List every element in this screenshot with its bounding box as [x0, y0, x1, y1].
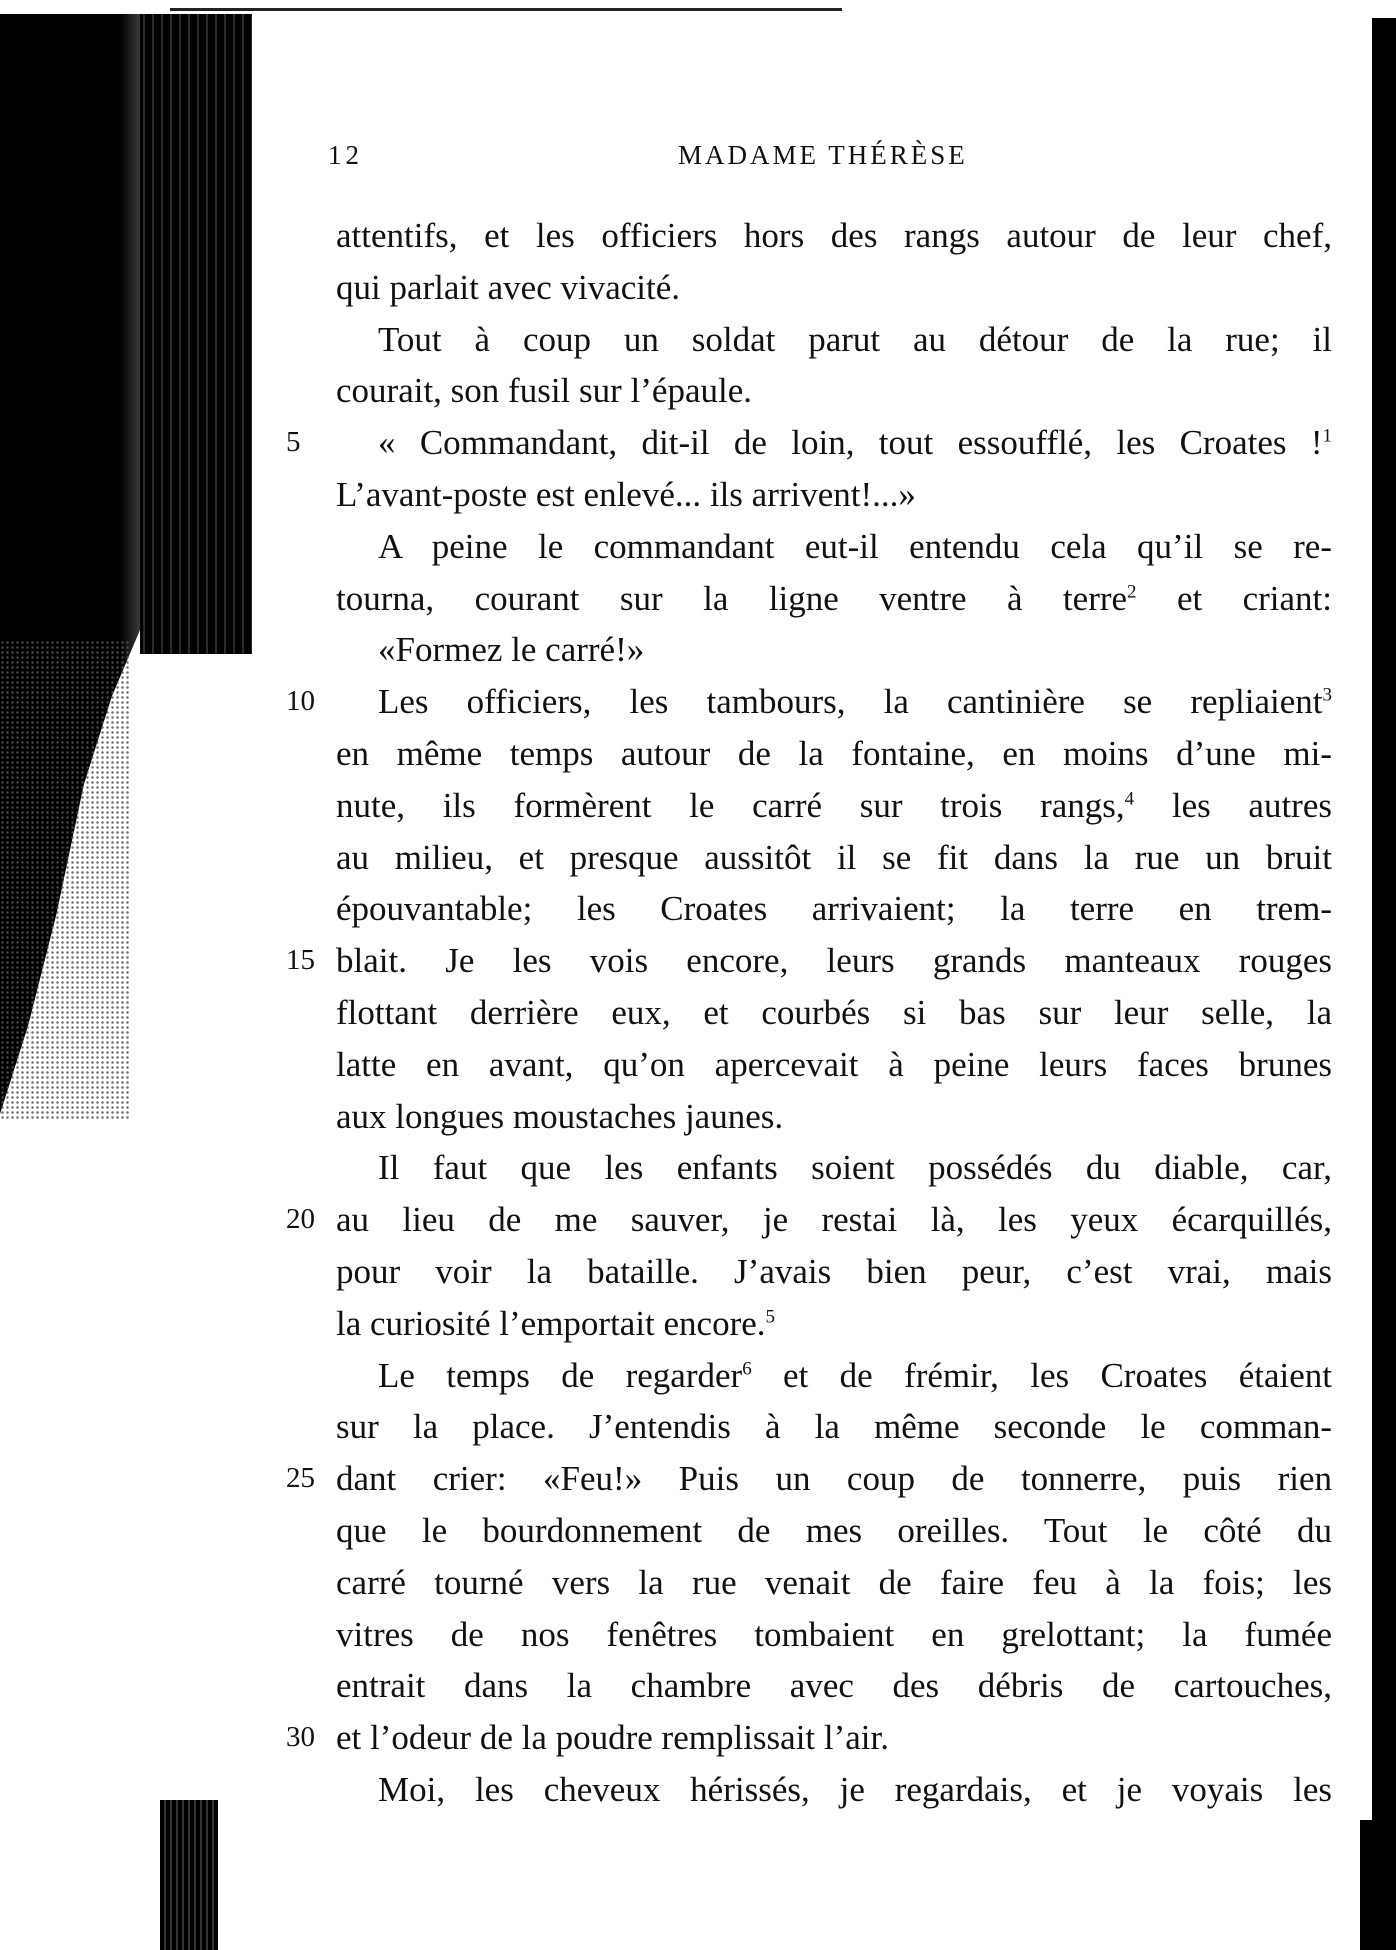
text-line — [336, 728, 1332, 780]
line-number: 25 — [286, 1462, 315, 1495]
text-line-content: dant crier: «Feu!» Puis un coup de tonnerre, puis rien — [336, 1459, 1332, 1499]
text-line-content: qui parlait avec vivacité. — [336, 267, 681, 307]
scan-top-rule — [170, 8, 842, 11]
scan-right-edge — [1372, 18, 1396, 1950]
text-line-content: « Commandant, dit-il de loin, tout essoufflé, les Croates ! — [378, 423, 1323, 463]
text-line-content: Il faut que les enfants soient possédés du diable, car, — [378, 1148, 1332, 1188]
text-line-content: Tout à coup un soldat parut au détour de la rue; il — [378, 319, 1332, 359]
text-line-content: Les officiers, les tambours, la cantinière se repliaient — [378, 682, 1323, 722]
text-line-content: Moi, les cheveux hérissés, je regardais, et je voyais les — [378, 1769, 1332, 1809]
scan-halftone-artifact — [0, 640, 130, 1120]
footnote-marker: 5 — [765, 1306, 776, 1328]
text-line — [336, 1609, 1332, 1661]
text-line — [336, 1350, 1332, 1402]
scan-right-edge-notch — [1360, 1820, 1374, 1950]
text-line — [336, 1660, 1332, 1712]
text-line — [336, 1246, 1332, 1298]
text-line — [336, 262, 1332, 314]
footnote-marker: 4 — [1124, 788, 1135, 810]
text-line-content: que le bourdonnement de mes oreilles. Tout le côté du — [336, 1510, 1332, 1550]
text-line-content: carré tourné vers la rue venait de faire feu à la fois; les — [336, 1562, 1332, 1602]
line-number: 5 — [286, 426, 301, 459]
text-line-content: «Formez le carré!» — [378, 630, 645, 670]
body-text — [286, 210, 1333, 1816]
text-line-content: épouvantable; les Croates arrivaient; la terre en trem- — [336, 889, 1332, 929]
running-title: MADAME THÉRÈSE — [678, 140, 968, 170]
text-line — [336, 1298, 1332, 1350]
text-line-content: blait. Je les vois encore, leurs grands manteaux rouges — [336, 941, 1332, 981]
text-line-content: et l’odeur de la poudre remplissait l’air. — [336, 1718, 890, 1758]
text-line — [336, 1401, 1332, 1453]
text-line-content: courait, son fusil sur l’épaule. — [336, 371, 753, 411]
text-line-content: au lieu de me sauver, je restai là, les yeux écarquillés, — [336, 1200, 1332, 1240]
text-line — [336, 1505, 1332, 1557]
text-line — [286, 1712, 1332, 1764]
text-line — [336, 624, 1332, 676]
text-line-content: tourna, courant sur la ligne ventre à terre — [336, 578, 1128, 618]
text-line-content: attentifs, et les officiers hors des rangs autour de leur chef, — [336, 216, 1332, 255]
page-number: 12 — [328, 140, 363, 170]
text-line — [336, 210, 1332, 262]
text-line-content: A peine le commandant eut-il entendu cela qu’il se re- — [378, 526, 1332, 566]
text-line-content: vitres de nos fenêtres tombaient en grelottant; la fumée — [336, 1614, 1332, 1654]
line-number: 15 — [286, 944, 315, 977]
text-line-content: pour voir la bataille. J’avais bien peur, c’est vrai, mais — [336, 1251, 1332, 1291]
text-line-content: entrait dans la chambre avec des débris de cartouches, — [336, 1666, 1332, 1706]
text-line — [336, 1764, 1332, 1816]
text-line-content: nute, ils formèrent le carré sur trois rangs, — [336, 785, 1125, 825]
text-line — [336, 987, 1332, 1039]
footnote-marker: 1 — [1322, 425, 1332, 447]
text-line-content: aux longues moustaches jaunes. — [336, 1096, 784, 1136]
text-line — [336, 883, 1332, 935]
text-line — [336, 521, 1332, 573]
text-line-continuation: et criant: — [1136, 578, 1333, 618]
text-line-content: Le temps de regarder — [378, 1355, 743, 1395]
text-line — [336, 1039, 1332, 1091]
text-line-continuation: et de frémir, les Croates étaient — [751, 1355, 1332, 1395]
text-line — [286, 935, 1332, 987]
text-line — [336, 365, 1332, 417]
line-number: 20 — [286, 1203, 315, 1236]
text-line — [286, 676, 1332, 728]
text-line-content: L’avant-poste est enlevé... ils arrivent!...» — [336, 474, 916, 514]
footnote-marker: 2 — [1127, 580, 1137, 602]
scan-bottom-binding — [160, 1800, 218, 1950]
text-line — [286, 1194, 1332, 1246]
scan-binding-edge — [140, 14, 252, 654]
text-line — [336, 469, 1332, 521]
text-line-content: au milieu, et presque aussitôt il se fit dans la rue un bruit — [336, 837, 1332, 877]
text-line — [336, 832, 1332, 884]
text-line — [336, 573, 1332, 625]
text-line-content: latte en avant, qu’on apercevait à peine leurs faces brunes — [336, 1044, 1332, 1084]
line-number: 30 — [286, 1721, 315, 1754]
footnote-marker: 3 — [1322, 684, 1332, 706]
text-line — [336, 1557, 1332, 1609]
text-line-content: sur la place. J’entendis à la même seconde le comman- — [336, 1407, 1332, 1447]
text-line-content: flottant derrière eux, et courbés si bas sur leur selle, la — [336, 992, 1332, 1032]
text-line-continuation: les autres — [1134, 785, 1332, 825]
footnote-marker: 6 — [742, 1357, 752, 1379]
text-line-content: la curiosité l’emportait encore. — [336, 1303, 766, 1343]
text-line — [336, 314, 1332, 366]
line-number: 10 — [286, 685, 315, 718]
text-line — [336, 1091, 1332, 1143]
text-line — [286, 1453, 1332, 1505]
text-line-content: en même temps autour de la fontaine, en moins d’une mi- — [336, 733, 1332, 773]
text-line — [336, 780, 1332, 832]
text-line — [286, 417, 1332, 469]
text-line — [336, 1142, 1332, 1194]
